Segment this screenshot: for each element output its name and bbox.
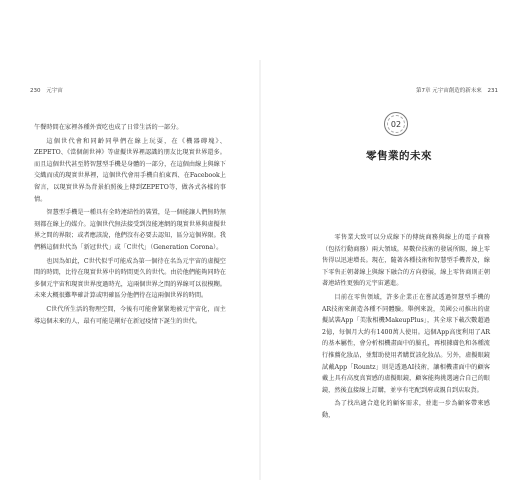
paragraph: 也因為如此，C世代似乎可能成為第一個待在名為元宇宙的虛擬空間的時間，比待在現實世界中的時間更久的世代。由於他們能夠同時在多個元宇宙和現實世界度過時光，這兩個世界之間的界線可以很模糊。未來大概很難準確計算或明確區分他們待在這兩個世界的時間。	[34, 257, 226, 300]
paragraph: 午餐時間在家裡各種外賣吃也成了日常生活的一部分。	[34, 124, 183, 131]
section-title: 零售業的未來	[366, 150, 432, 162]
paragraph: 智慧型手機是一種具有全時連結性的裝置，是一個能讓人們無時無刻都在線上的媒介。這個世代無法接受到沒能連網的現實世界與虛擬世界之間的界限；或者應該說，他們沒有必要去認知，區分這個界限。我們稱這個世代為「新冠世代」或「C世代」（Generation Corona）。	[34, 209, 226, 251]
paragraph: C世代所生活的物理空間，今後有可能會緊緊地被元宇宙化，而主導這個未來的人，最有可能是剛好在新冠疫情下誕生的世代。	[34, 305, 226, 325]
chapter-title: 元宇宙創造的新未來	[432, 88, 482, 94]
left-running-head	[30, 86, 63, 94]
left-body-text	[34, 122, 226, 327]
section-number-badge	[384, 112, 408, 136]
chapter-label: 第7章	[415, 88, 431, 94]
section-number: 02	[390, 119, 402, 129]
left-running-title: 元宇宙	[46, 88, 63, 94]
left-page-number: 230	[30, 88, 41, 94]
right-page	[260, 0, 520, 500]
paragraph: 這個世代會和同齡同學們在線上玩耍，在《機器磚塊》、ZEPETO、《當個創世神》等虛擬世界裡認識的朋友比現實世界還多。而且這個世代甚至將智慧型手機是身體的一部分，在這個由線上與線下交織而成的現實世界裡，這個世代會用手機自拍東西、在Facebook上留言，以現實世界為背景拍照後上傳到ZEPETO等，做各式各樣的事情。	[34, 137, 226, 203]
right-page-number: 231	[487, 88, 498, 94]
right-running-head	[416, 86, 498, 94]
paragraph: 零售業大致可以分成線下的傳統商務與線上的電子商務（包括行動商務）兩大領域。昇數位技術的發展所賜，線上零售得以迅速增長。現在，隨著各種技術和智慧型手機普及，線下零售正朝著線上與線下融合的方向發展，線上零售商則正朝著連結性更強的元宇宙邁進。	[322, 234, 490, 288]
paragraph: 目前在零售領域，許多企業正在嘗試透過智慧型手機的AR技術來創造各種不同體驗。舉例來說，美國公司推出的虛擬試裝App「美妝相機MakeupPlus」，其全球下載次數超過2億，每個月大約有1400萬人使用。這個App高度利用了AR的基本屬性，會分析相機畫面中的臉孔，再根據膚色和各種流行推薦化妝品，並幫助使用者購買該化妝品。另外，虛擬眼鏡試戴App「Rountz」則是透過AI技術，讓相機畫面中的顧客戴上具有高度真實感的虛擬眼鏡，顧客能夠挑選適合自己的眼鏡，然後直接線上訂購，並享有宅配到府或親自到店取貨。	[322, 293, 490, 394]
paragraph: 為了找出適合進化的顧客需求，並進一步為顧客帶來感動，	[322, 400, 490, 419]
right-body-text	[322, 232, 490, 422]
